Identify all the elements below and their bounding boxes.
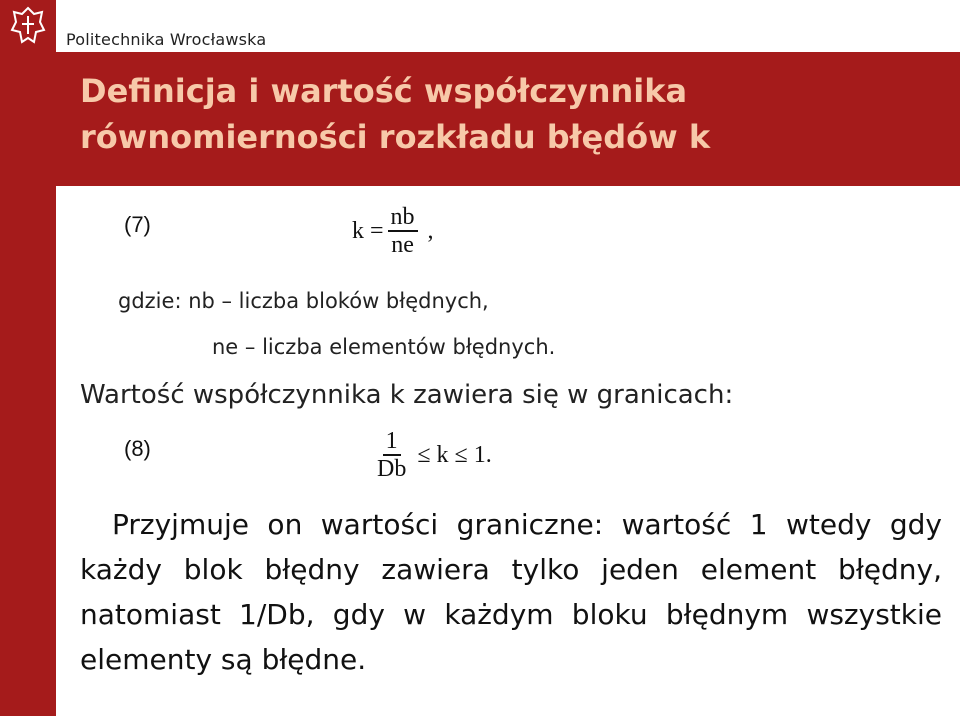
- equation-7-label: (7): [124, 212, 151, 237]
- equation-7: [352, 204, 434, 258]
- eagle-crest-icon: [8, 4, 48, 48]
- equation-8-rest: ≤ k ≤ 1.: [417, 441, 492, 468]
- equation-8-denominator: Db: [377, 456, 407, 482]
- equation-8-fraction: [374, 428, 409, 482]
- range-sentence: Wartość współczynnika k zawiera się w granicach:: [80, 380, 734, 410]
- left-accent-bar: [0, 52, 56, 716]
- definition-ne: ne – liczba elementów błędnych.: [212, 335, 556, 359]
- slide-title-line1: Definicja i wartość współczynnika: [80, 72, 688, 110]
- equation-7-fraction: [388, 204, 418, 258]
- university-logo: [0, 0, 56, 52]
- university-name: Politechnika Wrocławska: [66, 30, 267, 49]
- equation-8-numerator: 1: [383, 428, 401, 456]
- equation-7-tail: ,: [427, 217, 434, 244]
- equation-8-label: (8): [124, 436, 151, 461]
- equation-7-denominator: ne: [391, 232, 414, 258]
- equation-7-numerator: nb: [388, 204, 418, 232]
- equation-7-lhs: k =: [352, 217, 384, 244]
- definition-nb: gdzie: nb – liczba bloków błędnych,: [118, 289, 489, 313]
- slide-title: [80, 68, 940, 160]
- equation-8: [370, 428, 492, 482]
- explanation-paragraph: Przyjmuje on wartości graniczne: wartość 1 wtedy gdy każdy blok błędny zawiera tylko jeden element błędny, natomiast 1/Db, gdy w każdym bloku błędnym wszystkie elementy są błędne.: [80, 508, 942, 676]
- slide-title-line2: równomierności rozkładu błędów k: [80, 118, 711, 156]
